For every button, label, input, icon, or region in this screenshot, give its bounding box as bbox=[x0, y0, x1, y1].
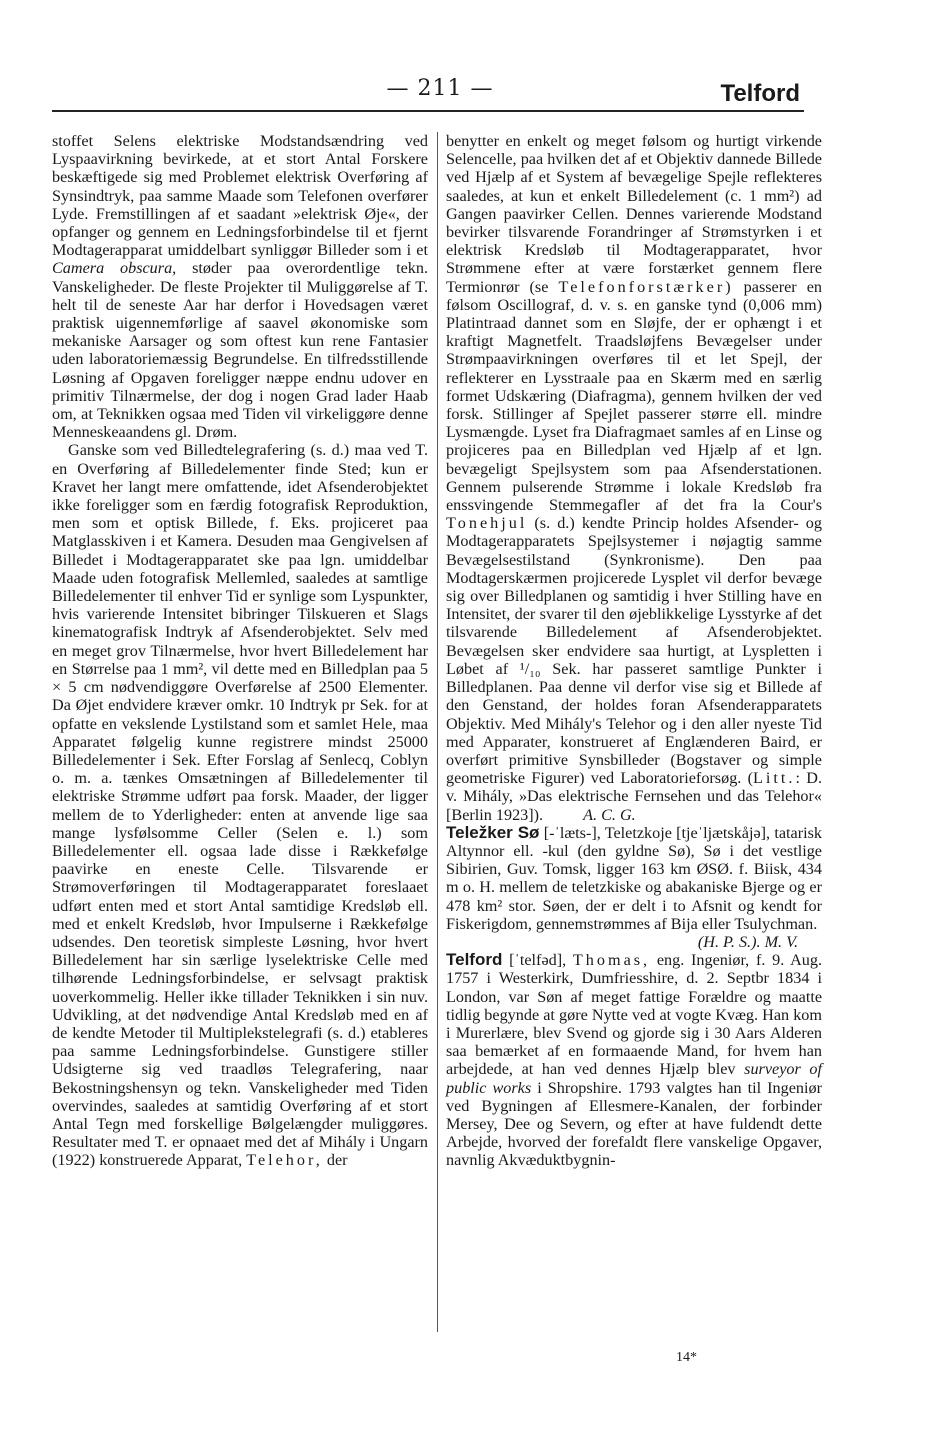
text: i Shropshire. 1793 valgtes han til Ingeniør ved Bygningen af Ellesmere-Kanalen, der forbinder Mersey, Dee og Severn, og efter at have fuldendt dette Arbejde, hvorved der forefaldt flere vanskelige Opgaver, navnlig Akvæduktbygnin- bbox=[446, 1078, 822, 1170]
right-column bbox=[446, 132, 822, 1170]
running-head: Telford bbox=[720, 80, 800, 107]
emphasis-text: surveyor of public works bbox=[446, 1060, 823, 1097]
text: benytter en enkelt og meget følsom og hurtigt virkende Selencelle, paa hvilken det af et Objektiv dannede Billede ved Hjælp af et System af bevægelige Spejle reflekteres saaledes, at kun et enkelt Billedelement (c. 1 mm²) ad Gangen paavirker Cellen. Dennes varierende Modstand bevirker tilsvarende Forandringer af Strømstyrken i et elektrisk Kredsløb til Modtagerapparatet, hvor Strømmene efter at være forstærket gennem flere Termionrør (se bbox=[446, 132, 822, 296]
entry-telford bbox=[446, 951, 822, 1169]
text: passerer en følsom Oscillograf, d. v. s. en ganske tynd (0,006 mm) Platintraad dannet som en Sløjfe, der er ophængt i et kraftigt Magnetfelt. Traadsløjfens Bevægelser under Strømpaavirkningen overføres til et let Spejl, der reflekterer en Lysstraale paa en Skærm med en særlig formet Udskæring (Diafragma), gennem hvilken der ved forsk. Stillinger af Spejlet passerer større ell. mindre Lysmængde. Lyset fra Diafragmaet samles af en Linse og projiceres paa en Billedplan ved Hjælp af et lgn. bevægeligt Spejlsystem som paa Afsenderstationen. Gennem pulserende Strømme i lokale Kredsløb fra enssvingende Stemmegafler af det fra la Cour's bbox=[446, 277, 823, 515]
left-column bbox=[52, 132, 428, 1170]
paragraph bbox=[52, 132, 428, 441]
text: (s. d.) kendte Princip holdes Afsender- og Modtagerapparatets Spejlsystemer i nøjagtig samme Bevægelsestilstand (Synkronisme). Den paa Modtagerskærmen projicerede Lysplet vil derfor bevæge sig over Billedplanen og samtidig i hver Stilling have en Intensitet, der svarer til den øjeblikkelige Lysstyrke af det tilsvarende Billedelement af Afsenderobjektet. Bevægelsen sker endvidere saa hurtigt, at Lyspletten i Løbet af ¹/₁₀ Sek. har passeret samtlige Punkter i Billedplanen. Paa denne vil derfor vise sig et Billede af den Genstand, der holdes foran Afsenderapparatets Objektiv. Med Mihály's Telehor og i den aller nyeste Tid med Apparater, konstrueret af Englænderen Baird, er overført primitive Synsbilleder (Bogstaver og simple geometriske Figurer) ved Laboratorieforsøg. ( bbox=[446, 514, 822, 788]
text: [-ˈlæts-], Teletzkoje [tjeˈljætskåjə], tatarisk Altynnor ell. -kul (den gyldne Sø), Sø i det vestlige Sibirien, Guv. Tomsk, ligger 163 km ØSØ. f. Biisk, 434 m o. H. mellem de teletzkiske og abakaniske Bjerge og er 478 km² stor. Søen, der er delt i to Afsnit og kendt for Fiskerigdom, gennemstrømmes af Bija eller Tsulychman. bbox=[446, 823, 822, 933]
spaced-text: Telefonforstærker) bbox=[558, 277, 734, 296]
emphasis-text: Camera obscura, bbox=[52, 259, 177, 278]
entry-teletzker bbox=[446, 824, 822, 933]
entry-term: Telford bbox=[446, 950, 503, 970]
signature: (H. P. S.). M. V. bbox=[697, 932, 798, 951]
text: eng. Ingeniør, f. 9. Aug. 1757 i Westerkirk, Dumfriesshire, d. 2. Septbr 1834 i London, var Søn af meget fattige Forældre og maatte tidlig begynde at gøre Nytte ved at vogte Kvæg. Han kom i Murerlære, blev Svend og gjorde sig i 30 Aars Alderen saa bemærket af en formaaende Mand, for hvem han arbejdede, at han ved dennes Hjælp blev bbox=[446, 951, 823, 1079]
header-rule bbox=[52, 110, 804, 112]
page-number: — 211 — bbox=[386, 76, 494, 101]
text: stoffet Selens elektriske Modstandsændring ved Lyspaavirkning bevirkede, at et stort Antal Forskere beskæftigede sig med Problemet elektrisk Overføring af Synsindtryk, paa samme Maade som Telefonen overfører Lyde. Fremstillingen af et saadant »elektrisk Øje«, der opfanger og gennem en Ledningsforbindelse til et fjernt Modtagerapparat umiddelbart synliggør Billeder som i et bbox=[52, 132, 428, 260]
text: [ˈtelfəd], bbox=[509, 951, 567, 970]
entry-term: Teležker Sø bbox=[446, 822, 540, 842]
text: der bbox=[326, 1151, 348, 1170]
spaced-text: Thomas, bbox=[572, 951, 651, 970]
text: støder paa overordentlige tekn. Vanskeligheder. De fleste Projekter til Muliggørelse af T. helt til de seneste Aar har derfor i Hovedsagen været praktisk uigennemførlige af saavel økonomiske som mekaniske Aarsager og som oftest kun rene Fantasier uden laboratoriemæssig Begrundelse. En tilfredsstillende Løsning af Opgaven foreligger næppe endnu udover en primitiv Tilnærmelse, der dog i nogen Grad lader Haab om, at Teknikken ogsaa med Tiden vil virkeliggøre denne Menneskeaandens gl. Drøm. bbox=[52, 259, 428, 442]
sheet-signature: 14* bbox=[676, 1350, 697, 1365]
column-divider bbox=[437, 132, 438, 1332]
signature: A. C. G. bbox=[583, 805, 636, 824]
text: Ganske som ved Billedtelegrafering (s. d.) maa ved T. en Overføring af Billedelementer finde Sted; kun er Kravet her langt mere omfattende, idet Afsenderobjektet ikke foreligger som en færdig fotografisk Reproduktion, men som et optisk Billede, f. Eks. projiceret paa Matglasskiven i et Kamera. Desuden maa Gengivelsen af Billedet i Modtagerapparatet ske paa lgn. umiddelbar Maade uden fotografisk Mellemled, saaledes at samtlige Billedelementer til enhver Tid er synlige som Lyspunkter, hvis varierende Intensitet bibringer Tilskueren et Slags kinematografisk Indtryk af Afsenderobjektet. Selv med en meget grov Tilnærmelse, hvor hvert Billedelement har en Størrelse paa 1 mm², vil dette med en Billedplan paa 5 × 5 cm nødvendiggøre Overførelse af 2500 Elementer. Da Øjet endvidere kræver omkr. 10 Indtryk pr Sek. for at opfatte en vekslende Lystilstand som et samlet Hele, maa Apparatet følgelig kunne registrere mindst 25000 Billedelementer i Sek. Efter Forslag af Senlecq, Coblyn o. m. a. tænkes Omsætningen af Billedelementer til elektriske Strømme udført paa forsk. Maader, der ligger mellem de to Yderligheder: enten at anvende lige saa mange lysfølsomme Celler (Selen e. l.) som Billedelementer ell. ogsaa lade disse i Rækkefølge paavirke en eneste Celle. Tilsvarende er Strømoverføringen til Modtagerapparatet foreslaaet udført enten med et stort Antal samtidige Kredsløb ell. med et enkelt Kredsløb, hvor Impulserne i Rækkefølge udsendes. Den teoretisk simpleste Løsning, hvor hvert Billedelement har sin særlige lyselektriske Celle med tilhørende Ledningsforbindelse, er selvsagt praktisk uoverkommelig. Heller ikke tillader Teknikken i sin nuv. Udvikling, at det nødvendige Antal Kredsløb med en af de kendte Metoder til Multiplekstelegrafi (s. d.) etableres paa samme Ledningsforbindelse. Gunstigere stiller Udsigterne sig ved traadløs Telegrafering, naar Bekostningshensyn og tekn. Vanskeligheder med Tiden overvindes, saaledes at samtidig Overføring af et stort Antal Tegn med forskellige Bølgelængder muliggøres. Resultater med T. er opnaaet med det af Mihály i Ungarn (1922) konstruerede Apparat, bbox=[52, 441, 428, 1170]
litt-label: Litt. bbox=[753, 769, 796, 788]
paragraph bbox=[52, 441, 428, 1169]
page-header bbox=[0, 72, 928, 112]
spaced-text: Telehor, bbox=[246, 1151, 323, 1170]
text: : D. v. Mihály, »Das elektrische Fernsehen und das Telehor« [Berlin 1923]). bbox=[446, 769, 823, 824]
spaced-text: Tonehjul bbox=[446, 514, 528, 533]
paragraph bbox=[446, 132, 822, 824]
